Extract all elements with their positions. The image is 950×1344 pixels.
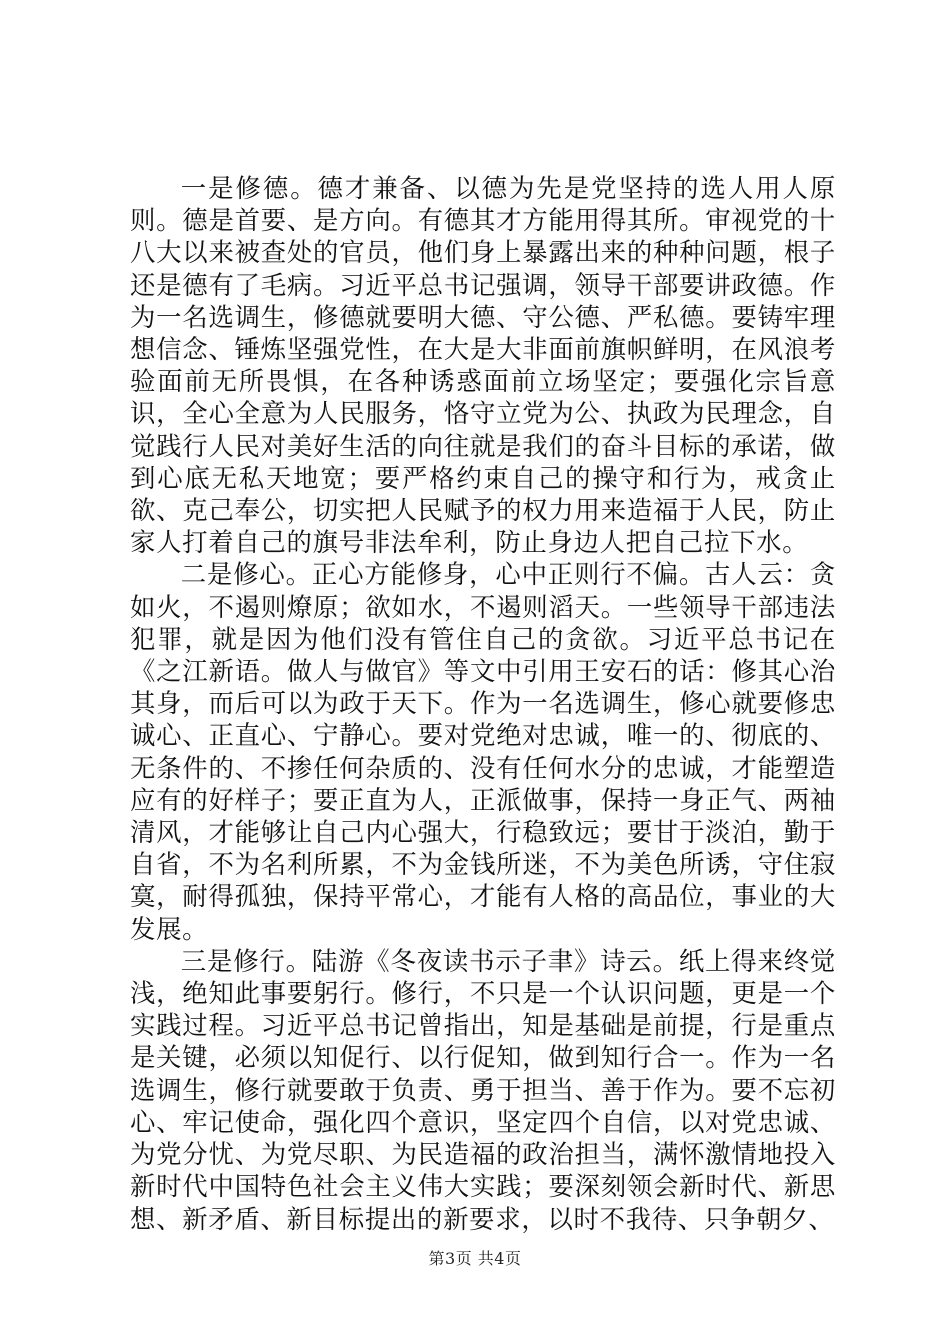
paragraph-xiuxin: 二是修心。正心方能修身，心中正则行不偏。古人云：贪如火，不遏则燎原；欲如水，不遏则滔天。一些领导干部违法犯罪，就是因为他们没有管住自己的贪欲。习近平总书记在《之江新语。做人与做官》等文中引用王安石的话：修其心治其身，而后可以为政于天下。作为一名选调生，修心就要修忠诚心、正直心、宁静心。要对党绝对忠诚，唯一的、彻底的、无条件的、不掺任何杂质的、没有任何水分的忠诚，才能塑造应有的好样子；要正直为人，正派做事，保持一身正气、两袖清风，才能够让自己内心强大，行稳致远；要甘于淡泊，勤于自省，不为名利所累，不为金钱所迷，不为美色所诱，守住寂寞，耐得孤独，保持平常心，才能有人格的高品位，事业的大发展。	[130, 559, 836, 944]
page-footer: 第3页 共4页	[428, 1249, 522, 1268]
body-text	[130, 172, 836, 1235]
paragraph-xiude: 一是修德。德才兼备、以德为先是党坚持的选人用人原则。德是首要、是方向。有德其才方能用得其所。审视党的十八大以来被查处的官员，他们身上暴露出来的种种问题，根子还是德有了毛病。习近平总书记强调，领导干部要讲政德。作为一名选调生，修德就要明大德、守公德、严私德。要铸牢理想信念、锤炼坚强党性，在大是大非面前旗帜鲜明，在风浪考验面前无所畏惧，在各种诱惑面前立场坚定；要强化宗旨意识，全心全意为人民服务，恪守立党为公、执政为民理念，自觉践行人民对美好生活的向往就是我们的奋斗目标的承诺，做到心底无私天地宽；要严格约束自己的操守和行为，戒贪止欲、克己奉公，切实把人民赋予的权力用来造福于人民，防止家人打着自己的旗号非法牟利，防止身边人把自己拉下水。	[130, 173, 836, 558]
paragraph-xiuxing: 三是修行。陆游《冬夜读书示子聿》诗云。纸上得来终觉浅，绝知此事要躬行。修行，不只是一个认识问题，更是一个实践过程。习近平总书记曾指出，知是基础是前提，行是重点是关键，必须以知促行、以行促知，做到知行合一。作为一名选调生，修行就要敢于负责、勇于担当、善于作为。要不忘初心、牢记使命，强化四个意识，坚定四个自信，以对党忠诚、为党分忧、为党尽职、为民造福的政治担当，满怀激情地投入新时代中国特色社会主义伟大实践；要深刻领会新时代、新思想、新矛盾、新目标提出的新要求，以时不我待、只争朝夕、	[130, 945, 836, 1234]
